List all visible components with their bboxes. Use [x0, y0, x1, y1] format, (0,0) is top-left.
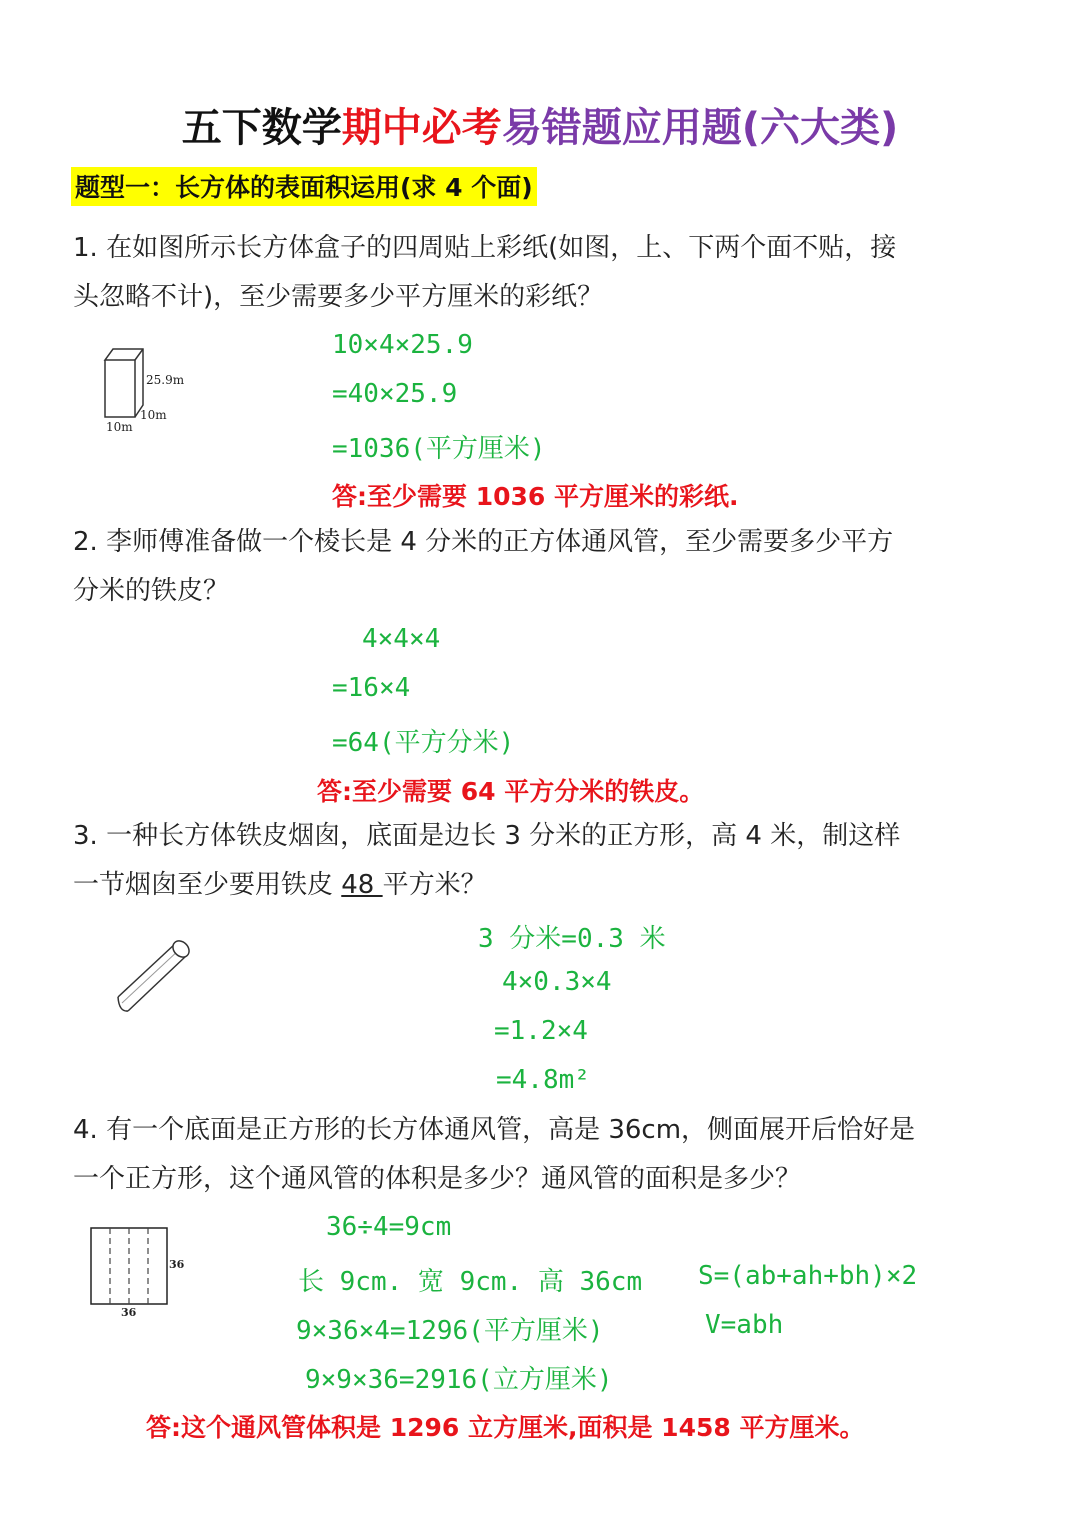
p4-formula-surface: S=(ab+ah+bh)×2 [698, 1261, 918, 1291]
problem-4-line-2: 一个正方形，这个通风管的体积是多少？通风管的面积是多少？ [73, 1164, 802, 1194]
title-part-3: 易错题应用题(六大类) [501, 105, 899, 151]
p3-step-4: =4.8m² [496, 1065, 590, 1095]
p4-answer: 答:这个通风管体积是 1296 立方厘米,面积是 1458 平方厘米。 [146, 1413, 865, 1442]
p2-answer: 答:至少需要 64 平方分米的铁皮。 [317, 777, 705, 806]
p3-answer-blank: 48 [341, 870, 383, 900]
p3-line-2-suffix: 平方米？ [382, 870, 487, 900]
chimney-figure [110, 935, 200, 1025]
section-title: 题型一：长方体的表面积运用(求 4 个面) [71, 167, 537, 206]
p2-step-2: =16×4 [332, 673, 411, 703]
p3-step-3: =1.2×4 [494, 1016, 588, 1046]
p4-step-1: 36÷4=9cm [326, 1212, 452, 1242]
fig1-length-label: 10m [106, 420, 133, 434]
fig1-height-label: 25.9m [146, 373, 185, 387]
problem-1-line-1: 1. 在如图所示长方体盒子的四周贴上彩纸(如图，上、下两个面不贴，接 [73, 233, 897, 263]
p1-step-3: =1036(平方厘米) [332, 434, 546, 464]
fig1-width-label: 10m [140, 408, 167, 422]
p3-step-1: 3 分米=0.3 米 [478, 924, 666, 954]
p4-step-4: 9×9×36=2916(立方厘米) [305, 1365, 613, 1395]
p1-step-1: 10×4×25.9 [332, 330, 473, 360]
net-figure [85, 1222, 190, 1322]
section-header [71, 168, 537, 204]
fig4-side-label: 36 [169, 1258, 185, 1271]
p1-step-2: =40×25.9 [332, 379, 458, 409]
page-title [0, 96, 1080, 153]
p2-step-3: =64(平方分米) [332, 728, 515, 758]
problem-1-line-2: 头忽略不计)，至少需要多少平方厘米的彩纸？ [73, 282, 604, 312]
cuboid-figure [100, 340, 210, 440]
problem-2-line-2: 分米的铁皮？ [73, 576, 230, 606]
p4-step-3: 9×36×4=1296(平方厘米) [296, 1316, 604, 1346]
problem-3-line-2 [73, 861, 487, 910]
title-part-2: 期中必考 [341, 105, 502, 151]
p3-line-2-prefix: 一节烟囱至少要用铁皮 [73, 870, 342, 900]
title-part-1: 五下数学 [181, 105, 342, 151]
p4-step-2: 长 9cm. 宽 9cm. 高 36cm [298, 1267, 643, 1297]
p3-step-2: 4×0.3×4 [502, 967, 612, 997]
p4-formula-volume: V=abh [705, 1310, 784, 1340]
p1-answer: 答:至少需要 1036 平方厘米的彩纸. [332, 482, 739, 511]
problem-3-line-1: 3. 一种长方体铁皮烟囱，底面是边长 3 分米的正方形，高 4 米，制这样 [73, 821, 901, 851]
problem-4-line-1: 4. 有一个底面是正方形的长方体通风管，高是 36cm，侧面展开后恰好是 [73, 1115, 916, 1145]
fig4-bottom-label: 36 [121, 1306, 137, 1319]
p2-step-1: 4×4×4 [362, 624, 441, 654]
problem-2-line-1: 2. 李师傅准备做一个棱长是 4 分米的正方体通风管，至少需要多少平方 [73, 527, 894, 557]
